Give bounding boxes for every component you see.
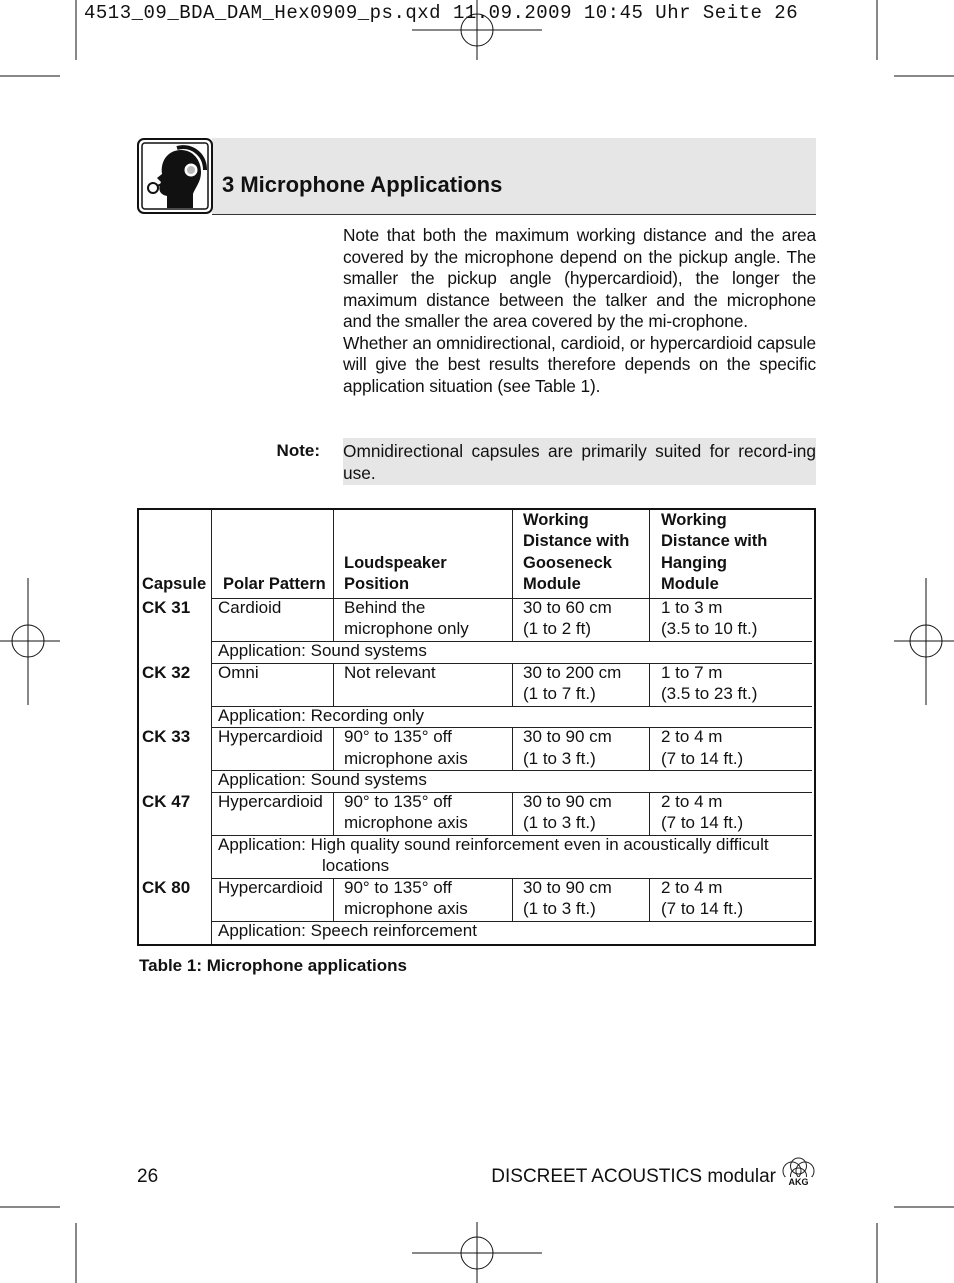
table-row-polar: Hypercardioid	[218, 878, 323, 897]
table-row-gooseneck: 30 to 60 cm	[523, 598, 612, 617]
akg-logo-icon	[780, 1157, 817, 1189]
table-row-hanging: (3.5 to 10 ft.)	[661, 619, 758, 638]
table-row-hanging: 2 to 4 m	[661, 727, 723, 746]
note-text: Omnidirectional capsules are primarily suited for record-ing use.	[343, 441, 816, 483]
table-row-capsule: CK 31	[142, 598, 191, 617]
header-position-l1: Loudspeaker	[344, 554, 447, 572]
header-polar-pattern: Polar Pattern	[223, 575, 326, 593]
table-row-position: microphone axis	[344, 813, 468, 832]
applications-table	[137, 508, 816, 946]
header-hanging-l2: Distance with	[661, 532, 768, 550]
table-row-hanging: 2 to 4 m	[661, 878, 723, 897]
headphones-listener-icon	[137, 138, 213, 214]
col-divider	[649, 878, 650, 921]
table-row-hanging: 1 to 3 m	[661, 598, 723, 617]
header-hanging-l3: Hanging	[661, 554, 727, 572]
table-row-position: Behind the	[344, 598, 426, 617]
table-row-gooseneck: (1 to 3 ft.)	[523, 899, 596, 918]
table-caption: Table 1: Microphone applications	[139, 956, 407, 975]
col-divider	[512, 727, 513, 770]
table-row-position: 90° to 135° off	[344, 878, 452, 897]
paragraph-1: Note that both the maximum working distance and the area covered by the microphone depend on the pickup angle. The smaller the pickup angle (hypercardioid), the longer the maximum distance between the talker and the microphone and the smaller the area covered by the mi-crophone.	[343, 225, 816, 331]
table-row-application: Application: Sound systems	[218, 641, 427, 660]
table-row-polar: Cardioid	[218, 598, 282, 617]
table-row-gooseneck: 30 to 90 cm	[523, 878, 612, 897]
table-row-gooseneck: 30 to 200 cm	[523, 663, 622, 682]
col-divider	[649, 510, 650, 641]
header-gooseneck-l2: Distance with	[523, 532, 630, 550]
paragraph-2: Whether an omnidirectional, cardioid, or hypercardioid capsule will give the best results therefore depends on the specific application situation (see Table 1).	[343, 332, 816, 396]
table-row-position: microphone axis	[344, 749, 468, 768]
col-divider	[333, 663, 334, 706]
table-row-polar: Hypercardioid	[218, 727, 323, 746]
table-row-capsule: CK 32	[142, 663, 191, 682]
body-text	[343, 225, 816, 397]
col-divider	[649, 663, 650, 706]
svg-text:AKG: AKG	[788, 1177, 809, 1187]
header-capsule: Capsule	[142, 575, 207, 593]
table-row-application: Application: High quality sound reinforcement even in acoustically difficult	[218, 835, 769, 854]
col-divider	[333, 510, 334, 641]
table-row-hanging: (7 to 14 ft.)	[661, 813, 744, 832]
table-row-polar: Omni	[218, 663, 259, 682]
table-row-position: Not relevant	[344, 663, 436, 682]
header-hanging-l1: Working	[661, 511, 727, 529]
table-row-position: microphone axis	[344, 899, 468, 918]
table-row-gooseneck: 30 to 90 cm	[523, 792, 612, 811]
table-row-application: Application: Sound systems	[218, 770, 427, 789]
table-row-position: 90° to 135° off	[344, 792, 452, 811]
footer-brand: DISCREET ACOUSTICS modular	[491, 1166, 776, 1187]
table-row-application: Application: Speech reinforcement	[218, 921, 477, 940]
table-row-gooseneck: (1 to 2 ft)	[523, 619, 592, 638]
table-row-hanging: (3.5 to 23 ft.)	[661, 684, 758, 703]
col-divider	[333, 792, 334, 835]
header-gooseneck-l4: Module	[523, 575, 581, 593]
col-divider	[512, 663, 513, 706]
table-row-gooseneck: (1 to 7 ft.)	[523, 684, 596, 703]
table-row-hanging: 2 to 4 m	[661, 792, 723, 811]
table-row-gooseneck: 30 to 90 cm	[523, 727, 612, 746]
print-slug: 4513_09_BDA_DAM_Hex0909_ps.qxd 11.09.2009 10:45 Uhr Seite 26	[84, 2, 799, 24]
col-divider	[649, 727, 650, 770]
col-divider	[512, 792, 513, 835]
table-row-position: microphone only	[344, 619, 469, 638]
header-hanging-l4: Module	[661, 575, 719, 593]
section-title: 3 Microphone Applications	[222, 172, 503, 197]
table-row-hanging: (7 to 14 ft.)	[661, 749, 744, 768]
table-row-capsule: CK 47	[142, 792, 191, 811]
col-divider	[649, 792, 650, 835]
page-number: 26	[137, 1166, 159, 1187]
table-row-capsule: CK 33	[142, 727, 191, 746]
table-row-capsule: CK 80	[142, 878, 191, 897]
col-divider	[333, 878, 334, 921]
table-row-gooseneck: (1 to 3 ft.)	[523, 749, 596, 768]
note-label: Note:	[276, 441, 320, 460]
table-row-hanging: (7 to 14 ft.)	[661, 899, 744, 918]
table-row-hanging: 1 to 7 m	[661, 663, 723, 682]
table-row-application: Application: Recording only	[218, 706, 425, 725]
table-row-polar: Hypercardioid	[218, 792, 323, 811]
header-position-l2: Position	[344, 575, 410, 593]
col-divider	[512, 510, 513, 641]
header-gooseneck-l1: Working	[523, 511, 589, 529]
table-row-position: 90° to 135° off	[344, 727, 452, 746]
header-gooseneck-l3: Gooseneck	[523, 554, 612, 572]
col-divider	[512, 878, 513, 921]
table-row-gooseneck: (1 to 3 ft.)	[523, 813, 596, 832]
col-divider	[333, 727, 334, 770]
table-row-application: locations	[322, 856, 390, 875]
